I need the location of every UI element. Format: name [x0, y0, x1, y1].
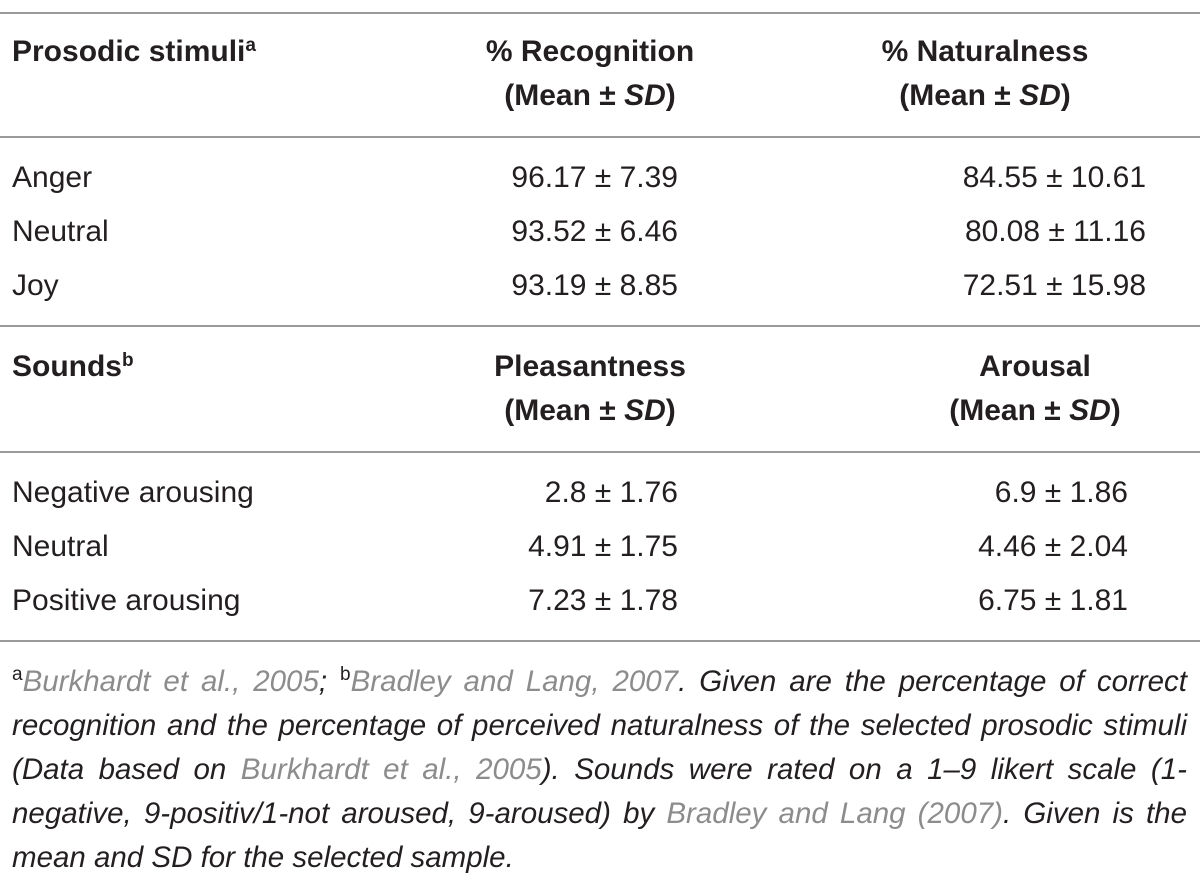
- header-naturalness-title: % Naturalness: [881, 35, 1089, 68]
- row-pleasantness-value: 7.23 ± 1.78: [528, 584, 678, 617]
- row-label: Anger: [12, 161, 93, 194]
- footnote-text: . Given is the mean and SD for the selected sample.: [12, 797, 1187, 874]
- row-pleasantness-value: 4.91 ± 1.75: [528, 530, 678, 563]
- row-naturalness-value: 84.55 ± 10.61: [962, 161, 1146, 194]
- row-naturalness-value: 80.08 ± 11.16: [964, 215, 1146, 248]
- header-pleasantness-sub: (Mean ± SD): [504, 394, 676, 427]
- header-prosodic-stimuli: Prosodic stimuli$^a$: [12, 35, 256, 68]
- section-divider-rule: [0, 325, 1200, 327]
- header-pleasantness-title: Pleasantness: [494, 350, 686, 383]
- footnote-text: ). Sounds were rated on a 1–9 likert scale (1-negative, 9-positiv/1-not aroused, 9-aroused) by: [12, 753, 1187, 830]
- section1-header-rule: [0, 136, 1200, 138]
- footnote-marker-b: b: [122, 350, 134, 371]
- header-naturalness: [830, 30, 1140, 118]
- header-recognition: [400, 30, 780, 118]
- row-arousal-value: 6.75 ± 1.81: [978, 584, 1128, 617]
- row-label: Negative arousing: [12, 476, 254, 509]
- header-arousal: [880, 345, 1190, 433]
- row-label: Joy: [12, 269, 59, 302]
- header-pleasantness: [400, 345, 780, 433]
- footnote-separator: ;: [318, 665, 341, 698]
- row-pleasantness-value: 2.8 ± 1.76: [544, 476, 678, 509]
- bottom-rule: [0, 640, 1200, 642]
- footnote-marker-a: a: [245, 35, 256, 56]
- reference-link-bradley[interactable]: Bradley and Lang, 2007: [350, 665, 679, 698]
- table-footnote: [12, 660, 1187, 880]
- row-recognition-value: 93.52 ± 6.46: [511, 215, 678, 248]
- footnote-sup-a: a: [12, 664, 23, 685]
- header-recognition-title: % Recognition: [485, 35, 695, 68]
- row-label: Neutral: [12, 215, 109, 248]
- row-recognition-value: 96.17 ± 7.39: [511, 161, 678, 194]
- header-arousal-sub: (Mean ± SD): [949, 394, 1121, 427]
- header-recognition-sub: (Mean ± SD): [504, 79, 676, 112]
- header-sounds: Sounds$^b$: [12, 350, 134, 383]
- reference-link-bradley-2[interactable]: Bradley and Lang (2007): [666, 797, 1003, 830]
- header-arousal-title: Arousal: [979, 350, 1091, 383]
- reference-link-burkhardt[interactable]: Burkhardt et al., 2005: [22, 665, 319, 698]
- row-arousal-value: 6.9 ± 1.86: [994, 476, 1128, 509]
- section2-header-rule: [0, 451, 1200, 453]
- row-arousal-value: 4.46 ± 2.04: [978, 530, 1128, 563]
- header-naturalness-sub: (Mean ± SD): [899, 79, 1071, 112]
- footnote-sup-b: b: [340, 664, 351, 685]
- row-label: Positive arousing: [12, 584, 241, 617]
- row-naturalness-value: 72.51 ± 15.98: [962, 269, 1146, 302]
- footnote-text: . Given are the percentage of correct recognition and the percentage of perceived naturalness of the selected prosodic stimuli (Data based on: [12, 665, 1187, 786]
- row-label: Neutral: [12, 530, 109, 563]
- top-rule: [0, 12, 1200, 14]
- reference-link-burkhardt-2[interactable]: Burkhardt et al., 2005: [240, 753, 542, 786]
- row-recognition-value: 93.19 ± 8.85: [511, 269, 678, 302]
